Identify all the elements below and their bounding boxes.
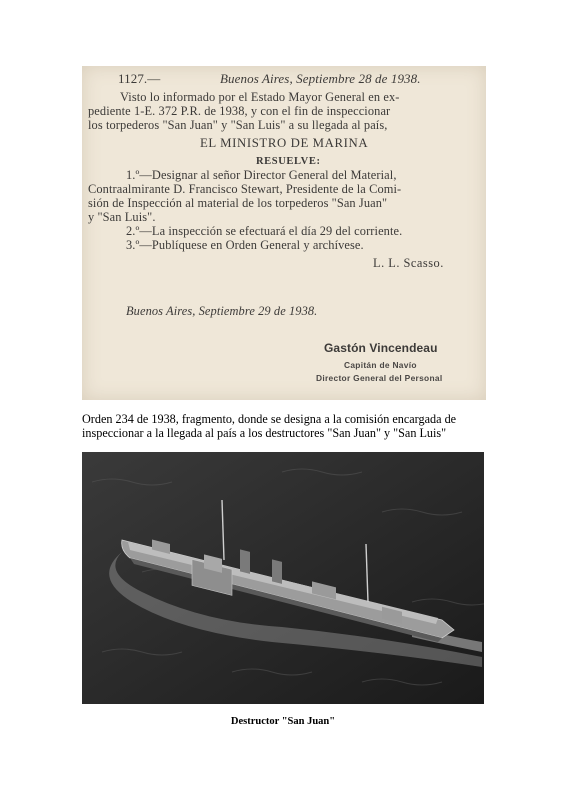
order-place-date: Buenos Aires, Septiembre 28 de 1938.: [220, 71, 421, 86]
order-item-line: 2.º—La inspección se efectuará el día 29 del corriente.: [126, 224, 403, 238]
order-item-line: y "San Luis".: [88, 210, 156, 224]
destroyer-ship-illustration: [82, 452, 484, 704]
document-caption: [82, 412, 486, 440]
order-item-line: 3.º—Publíquese en Orden General y archívese.: [126, 238, 364, 252]
photo-caption: Destructor "San Juan": [230, 716, 336, 727]
order-number: 1127.—: [118, 71, 161, 86]
order-document-scan: [82, 66, 486, 400]
order-body-line: pediente 1-E. 372 P.R. de 1938, y con el fin de inspeccionar: [88, 104, 391, 118]
order-signed-by: L. L. Scasso.: [373, 256, 444, 270]
order-body-line: Visto lo informado por el Estado Mayor General en ex-: [120, 90, 400, 104]
order-resolves: RESUELVE:: [256, 156, 321, 167]
destroyer-photo: [82, 452, 484, 704]
order-body-line: los torpederos "San Juan" y "San Luis" a su llegada al país,: [88, 118, 388, 132]
document-caption-line: inspeccionar a la llegada al país a los destructores "San Juan" y "San Luis": [82, 426, 447, 440]
order-authority: EL MINISTRO DE MARINA: [200, 136, 369, 150]
order-item-line: sión de Inspección al material de los torpederos "San Juan": [88, 196, 388, 210]
signatory-position: Director General del Personal: [316, 373, 443, 383]
order-second-place-date: Buenos Aires, Septiembre 29 de 1938.: [126, 304, 318, 318]
document-caption-line: Orden 234 de 1938, fragmento, donde se designa a la comisión encargada de: [82, 412, 457, 426]
signatory-rank: Capitán de Navío: [344, 360, 417, 370]
order-item-line: Contraalmirante D. Francisco Stewart, Presidente de la Comi-: [88, 182, 402, 196]
signatory-name: Gastón Vincendeau: [324, 341, 438, 355]
order-item-line: 1.º—Designar al señor Director General del Material,: [126, 168, 397, 182]
